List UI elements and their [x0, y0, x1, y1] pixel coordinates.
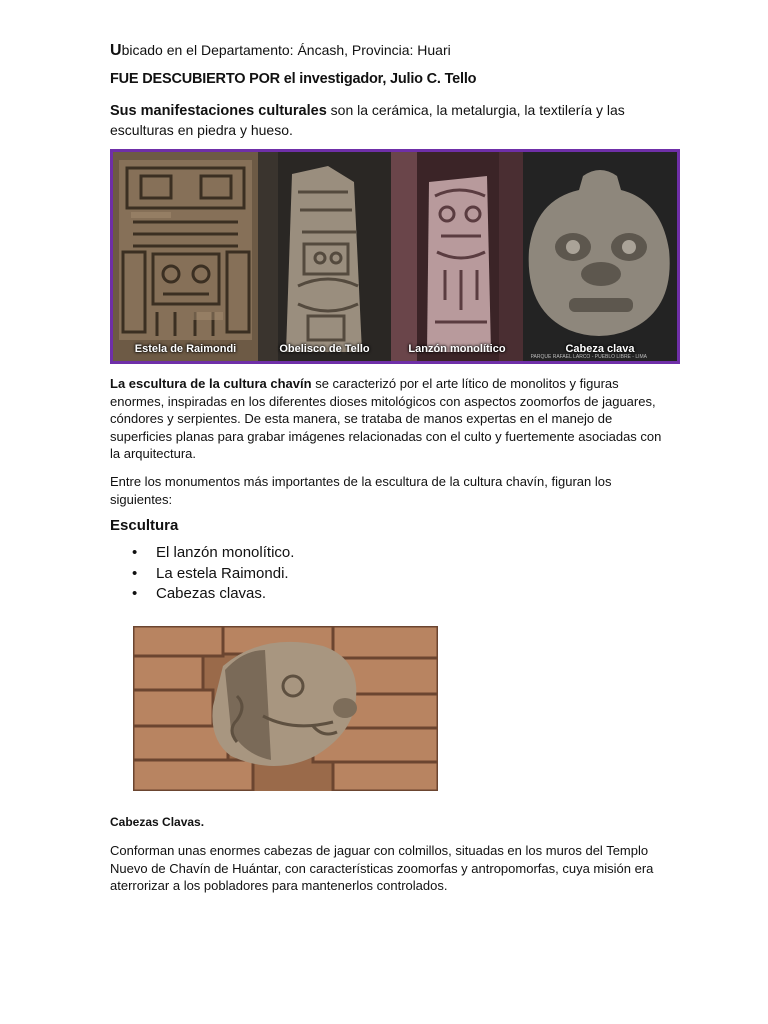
- monuments-paragraph: Entre los monumentos más importantes de la escultura de la cultura chavín, figuran los siguientes:: [110, 474, 612, 507]
- discovered-line: FUE DESCUBIERTO POR el investigador, Julio C. Tello: [110, 71, 477, 87]
- location-text: bicado en el Departamento: Áncash, Provincia: Huari: [121, 42, 451, 58]
- cabezas-clavas-paragraph: Conforman unas enormes cabezas de jaguar con colmillos, situadas en los muros del Templo Nuevo de Chavín de Huántar, con características zoomorfas y antropomorfas, cuya misión era aterrorizar a los pobladores para mantenerlos controlados.: [110, 843, 654, 894]
- manifestations-bold: Sus manifestaciones culturales: [110, 103, 327, 119]
- list-item: • El lanzón monolítico.: [132, 543, 294, 564]
- estela-image: [113, 152, 258, 361]
- location-line: [110, 42, 451, 60]
- manifestations-paragraph: [110, 101, 670, 140]
- tile-estela: [113, 152, 258, 361]
- sculpture-paragraph-bold: La escultura de la cultura chavín: [110, 376, 312, 391]
- cabeza-image: [523, 152, 677, 361]
- manifestations-text: son la cerámica, la metalurgia, la textilería y las esculturas en piedra y hueso.: [110, 102, 625, 138]
- lanzon-image: [391, 152, 523, 361]
- obelisco-image: [258, 152, 391, 361]
- tile-lanzon: [391, 152, 523, 361]
- tile-cabeza: [523, 152, 677, 361]
- cabeza-clava-image: [133, 626, 438, 791]
- caption-cabeza: Cabeza clava: [565, 343, 635, 355]
- sculpture-collage: [110, 149, 680, 364]
- tile-obelisco: [258, 152, 391, 361]
- sculpture-paragraph: [110, 375, 670, 463]
- list-item: • La estela Raimondi.: [132, 564, 294, 585]
- location-initial: U: [110, 42, 122, 59]
- list-item: • Cabezas clavas.: [132, 584, 294, 605]
- caption-obelisco: Obelisco de Tello: [279, 343, 370, 355]
- cabeza-clava-photo: [133, 626, 438, 791]
- caption-estela: Estela de Raimondi: [134, 343, 237, 355]
- sculpture-paragraph-text: se caracterizó por el arte lítico de monolitos y figuras enormes, inspiradas en los diferentes dioses mitológicos con aspectos zoomorfos de jaguares, cóndores y serpientes. De esta manera, se trataba de manos expertas en el manejo de superficies planas para grabar imágenes relacionadas con el culto y fuertemente asociadas con la arquitectura.: [110, 376, 662, 462]
- cabezas-clavas-heading: Cabezas Clavas.: [110, 815, 205, 829]
- monuments-list: [132, 543, 294, 605]
- section-heading: Escultura: [110, 517, 179, 534]
- caption-lanzon: Lanzón monolítico: [408, 343, 506, 355]
- photo-credit: PARQUE RAFAEL LARCO - PUEBLO LIBRE - LIMA: [530, 354, 647, 360]
